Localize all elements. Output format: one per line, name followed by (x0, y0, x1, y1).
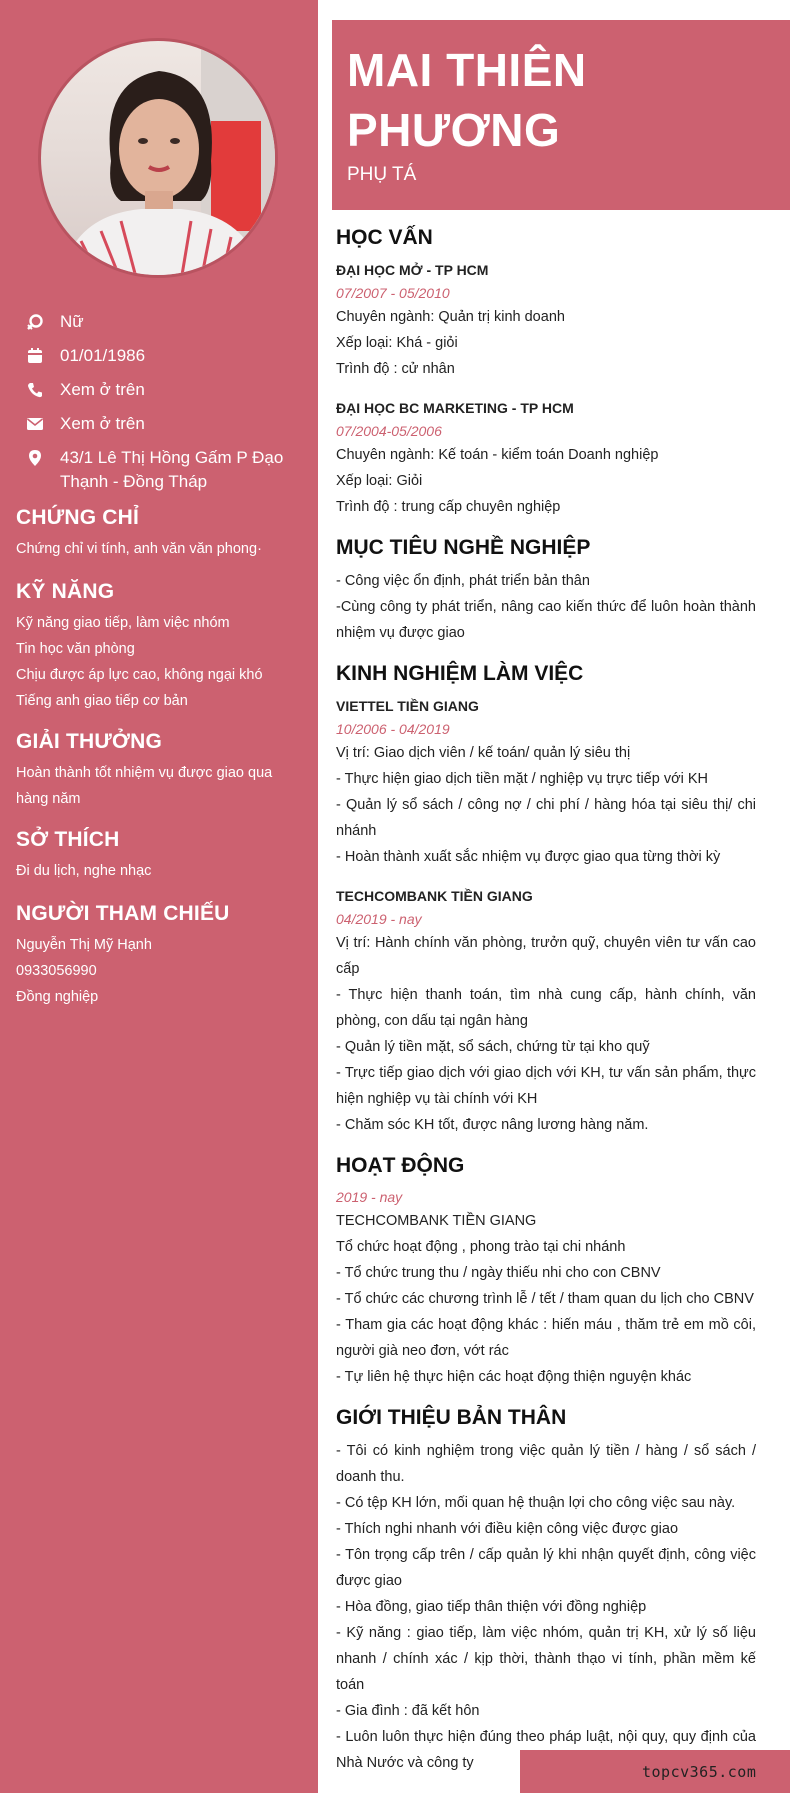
education-line: Trình độ : cử nhân (336, 361, 455, 377)
activities-line: Tổ chức hoạt động , phong trào tại chi nhánh (336, 1239, 626, 1255)
experience-entry (336, 884, 756, 1138)
contact-email (24, 412, 304, 436)
experience-title: KINH NGHIỆM LÀM VIỆC (336, 662, 584, 685)
skill-item: Kỹ năng giao tiếp, làm việc nhóm (16, 615, 230, 631)
education-org: ĐẠI HỌC MỞ - TP HCM (336, 262, 489, 278)
experience-line: - Hoàn thành xuất sắc nhiệm vụ được giao qua từng thời kỳ (336, 849, 721, 865)
reference-relation: Đồng nghiệp (16, 989, 99, 1005)
experience-entry (336, 694, 756, 870)
education-line: Trình độ : trung cấp chuyên nghiệp (336, 499, 561, 515)
about-line: - Gia đình : đã kết hôn (336, 1703, 480, 1719)
experience-date: 10/2006 - 04/2019 (336, 721, 450, 737)
candidate-name (347, 40, 587, 160)
skill-item: Tiếng anh giao tiếp cơ bản (16, 693, 188, 709)
certificates-section (16, 506, 306, 562)
education-date: 07/2007 - 05/2010 (336, 285, 450, 301)
main-content (336, 222, 756, 1776)
certificate-item: Chứng chỉ vi tính, anh văn văn phong· (16, 541, 262, 557)
awards-section (16, 730, 306, 812)
about-line: - Thích nghi nhanh với điều kiện công việc được giao (336, 1521, 679, 1537)
watermark-text: topcv365.com (642, 1763, 757, 1781)
experience-org: TECHCOMBANK TIỀN GIANG (336, 888, 533, 904)
contact-birthday (24, 344, 304, 368)
activities-line: - Tổ chức trung thu / ngày thiếu nhi cho con CBNV (336, 1265, 661, 1281)
calendar-icon (26, 347, 44, 365)
contact-gender (24, 310, 304, 334)
education-line: Xếp loại: Giỏi (336, 473, 423, 489)
activities-line: - Tự liên hệ thực hiện các hoạt động thiện nguyện khác (336, 1369, 692, 1385)
objective-title: MỤC TIÊU NGHỀ NGHIỆP (336, 536, 591, 559)
header (332, 20, 790, 210)
activities-date: 2019 - nay (336, 1189, 403, 1205)
education-line: Chuyên ngành: Quản trị kinh doanh (336, 309, 565, 325)
experience-line: - Thực hiện thanh toán, tìm nhà cung cấp, hành chính, văn phòng, con dấu tại ngân hàng (336, 987, 756, 1029)
education-date: 07/2004-05/2006 (336, 423, 442, 439)
references-section (16, 902, 306, 1010)
hobby-item: Đi du lịch, nghe nhạc (16, 863, 152, 879)
contact-birthday-text: 01/01/1986 (60, 346, 146, 365)
name-line-1: MAI THIÊN (347, 44, 587, 96)
about-line: - Tôi có kinh nghiệm trong việc quản lý tiền / hàng / sổ sách / doanh thu. (336, 1443, 756, 1485)
reference-name: Nguyễn Thị Mỹ Hạnh (16, 937, 152, 953)
about-line: - Hòa đồng, giao tiếp thân thiện với đồng nghiệp (336, 1599, 647, 1615)
education-entry (336, 396, 756, 520)
experience-line: - Chăm sóc KH tốt, được nâng lương hàng năm. (336, 1117, 649, 1133)
experience-line: - Quản lý tiền mặt, sổ sách, chứng từ tại kho quỹ (336, 1039, 650, 1055)
about-line: - Luôn luôn thực hiện đúng theo pháp luật, nội quy, quy định của Nhà Nước và công ty (336, 1729, 756, 1771)
education-org: ĐẠI HỌC BC MARKETING - TP HCM (336, 400, 574, 416)
skill-item: Chịu được áp lực cao, không ngại khó (16, 667, 263, 683)
objective-line: -Cùng công ty phát triển, nâng cao kiến thức để luôn hoàn thành nhiệm vụ được giao (336, 599, 756, 641)
activities-line: TECHCOMBANK TIỀN GIANG (336, 1213, 537, 1229)
objective-line: - Công việc ổn định, phát triển bản thân (336, 573, 590, 589)
skills-title: KỸ NĂNG (16, 580, 115, 603)
experience-line: - Quản lý sổ sách / công nợ / chi phí / hàng hóa tại siêu thị/ chi nhánh (336, 797, 756, 839)
experience-date: 04/2019 - nay (336, 911, 422, 927)
contact-phone (24, 378, 304, 402)
experience-line: Vị trí: Hành chính văn phòng, trưởn quỹ, chuyên viên tư vấn cao cấp (336, 935, 756, 977)
skills-section (16, 580, 306, 714)
profile-photo (41, 41, 278, 278)
contact-list (24, 310, 304, 504)
email-icon (26, 415, 44, 433)
experience-line: - Thực hiện giao dịch tiền mặt / nghiệp vụ trực tiếp với KH (336, 771, 708, 787)
about-line: - Có tệp KH lớn, mối quan hệ thuận lợi cho công việc sau này. (336, 1495, 736, 1511)
awards-title: GIẢI THƯỞNG (16, 730, 163, 753)
contact-gender-text: Nữ (60, 312, 84, 331)
experience-line: - Trực tiếp giao dịch với giao dịch với KH, tư vấn sản phẩm, thực hiện nghiệp vụ tài chính với KH (336, 1065, 756, 1107)
references-title: NGƯỜI THAM CHIẾU (16, 902, 230, 925)
education-line: Chuyên ngành: Kế toán - kiểm toán Doanh nghiệp (336, 447, 659, 463)
contact-phone-text: Xem ở trên (60, 380, 145, 399)
contact-address-text: 43/1 Lê Thị Hồng Gấm P Đạo Thạnh - Đồng Tháp (60, 448, 284, 491)
contact-email-text: Xem ở trên (60, 414, 145, 433)
activities-title: HOẠT ĐỘNG (336, 1154, 465, 1177)
activities-line: - Tổ chức các chương trình lễ / tết / tham quan du lịch cho CBNV (336, 1291, 754, 1307)
experience-line: Vị trí: Giao dịch viên / kế toán/ quản lý siêu thị (336, 745, 631, 761)
education-entry (336, 258, 756, 382)
experience-org: VIETTEL TIỀN GIANG (336, 698, 479, 714)
certificates-title: CHỨNG CHỈ (16, 506, 140, 529)
education-title: HỌC VẤN (336, 226, 433, 249)
hobbies-title: SỞ THÍCH (16, 828, 120, 851)
hobbies-section (16, 828, 306, 884)
gender-icon (26, 313, 44, 331)
footer-bar (520, 1750, 790, 1793)
award-item: Hoàn thành tốt nhiệm vụ được giao qua hàng năm (16, 765, 273, 807)
activities-line: - Tham gia các hoạt động khác : hiến máu , thăm trẻ em mồ côi, người già neo đơn, vớt rác (336, 1317, 756, 1359)
about-line: - Kỹ năng : giao tiếp, làm việc nhóm, quản trị KH, xử lý số liệu nhanh / chính xác / kịp thời, thành thạo vi tính, phần mềm kế toán (336, 1625, 756, 1693)
phone-icon (26, 381, 44, 399)
skill-item: Tin học văn phòng (16, 641, 135, 657)
education-line: Xếp loại: Khá - giỏi (336, 335, 458, 351)
contact-address (24, 446, 304, 494)
avatar (38, 38, 278, 278)
job-title: PHỤ TÁ (347, 164, 417, 185)
name-line-2: PHƯƠNG (347, 104, 561, 156)
about-title: GIỚI THIỆU BẢN THÂN (336, 1406, 567, 1429)
sidebar (0, 0, 318, 1793)
location-icon (26, 449, 44, 467)
reference-phone: 0933056990 (16, 963, 97, 979)
about-line: - Tôn trọng cấp trên / cấp quản lý khi nhận quyết định, công việc được giao (336, 1547, 756, 1589)
